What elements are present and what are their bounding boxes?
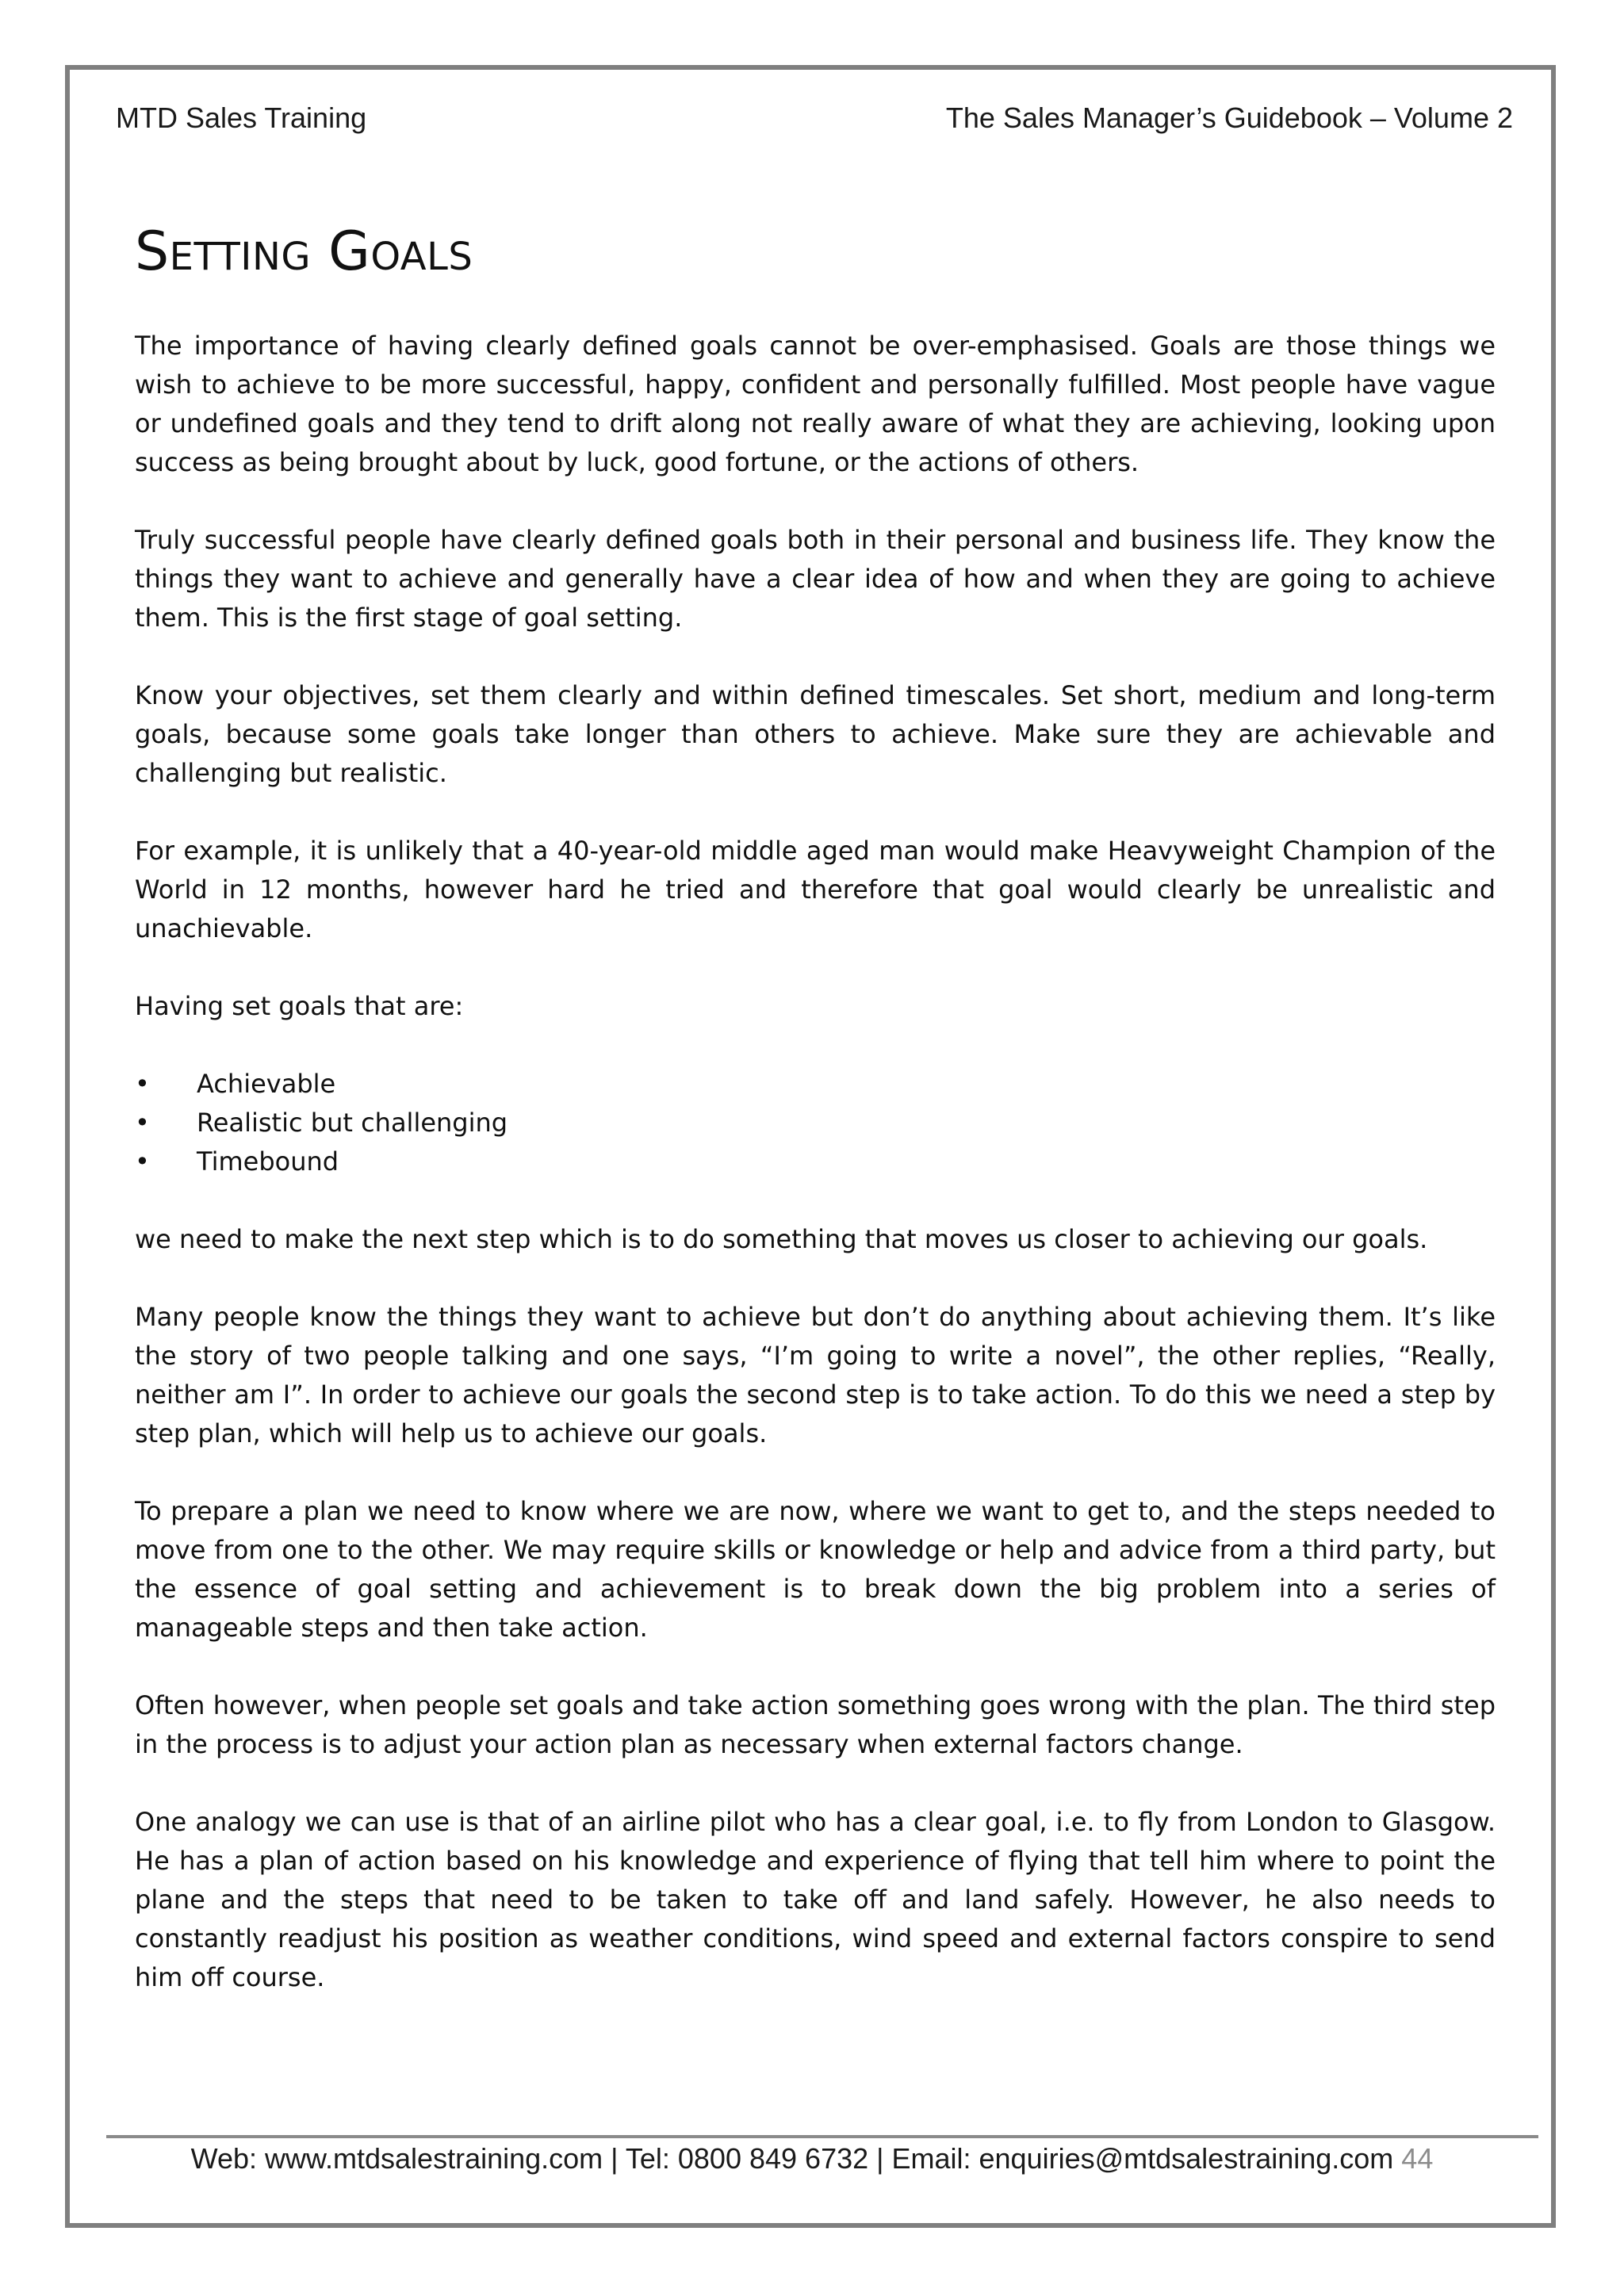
page-number: 44 (1401, 2142, 1434, 2175)
header-book-title: The Sales Manager’s Guidebook – Volume 2 (945, 101, 1513, 134)
page-title: Setting Goals (135, 220, 473, 283)
list-item: • Achievable (135, 1065, 1496, 1104)
footer-divider (106, 2135, 1538, 2138)
paragraph: To prepare a plan we need to know where we are now, where we want to get to, and the steps needed to move from one to the other. We may require skills or knowledge or help and advice from a third party, but the essence of goal setting and achievement is to break down the big problem into a series of manageable steps and then take action. (135, 1496, 1496, 1643)
paragraph: Know your objectives, set them clearly and within defined timescales. Set short, medium and long-term goals, because some goals take longer than others to achieve. Make sure they are achievable and challenging but realistic. (135, 680, 1496, 788)
paragraph: For example, it is unlikely that a 40-year-old middle aged man would make Heavyweight Champion of the World in 12 months, however hard he tried and therefore that goal would clearly be unrealistic and unachievable. (135, 836, 1496, 943)
list-item: • Timebound (135, 1142, 1496, 1181)
header-company: MTD Sales Training (116, 101, 367, 134)
goal-criteria-list (135, 1065, 1496, 1181)
footer-contact: Web: www.mtdsalestraining.com | Tel: 0800 849 6732 | Email: enquiries@mtdsalestraining.com (190, 2142, 1394, 2175)
paragraph: Having set goals that are: (135, 991, 464, 1021)
bullet-icon: • (135, 1108, 150, 1138)
list-item: • Realistic but challenging (135, 1104, 1496, 1142)
page-header (116, 101, 1513, 135)
paragraph: Many people know the things they want to achieve but don’t do anything about achieving them. It’s like the story of two people talking and one says, “I’m going to write a novel”, the other replies, “Really, neither am I”. In order to achieve our goals the second step is to take action. To do this we need a step by step plan, which will help us to achieve our goals. (135, 1302, 1496, 1448)
page-footer (0, 2142, 1624, 2175)
paragraph: Truly successful people have clearly defined goals both in their personal and business life. They know the things they want to achieve and generally have a clear idea of how and when they are going to achieve them. This is the first stage of goal setting. (135, 525, 1496, 633)
paragraph: Often however, when people set goals and take action something goes wrong with the plan. The third step in the process is to adjust your action plan as necessary when external factors change. (135, 1690, 1496, 1759)
bullet-icon: • (135, 1069, 150, 1099)
bullet-icon: • (135, 1146, 150, 1177)
body-content (135, 327, 1496, 2036)
paragraph: One analogy we can use is that of an airline pilot who has a clear goal, i.e. to fly from London to Glasgow. He has a plan of action based on his knowledge and experience of flying that tell him where to point the plane and the steps that need to be taken to take off and land safely. However, he also needs to constantly readjust his position as weather conditions, wind speed and external factors conspire to send him off course. (135, 1807, 1496, 1992)
paragraph: The importance of having clearly defined goals cannot be over-emphasised. Goals are those things we wish to achieve to be more successful, happy, confident and personally fulfilled. Most people have vague or undefined goals and they tend to drift along not really aware of what they are achieving, looking upon success as being brought about by luck, good fortune, or the actions of others. (135, 331, 1496, 477)
paragraph: we need to make the next step which is to do something that moves us closer to achieving our goals. (135, 1224, 1428, 1254)
